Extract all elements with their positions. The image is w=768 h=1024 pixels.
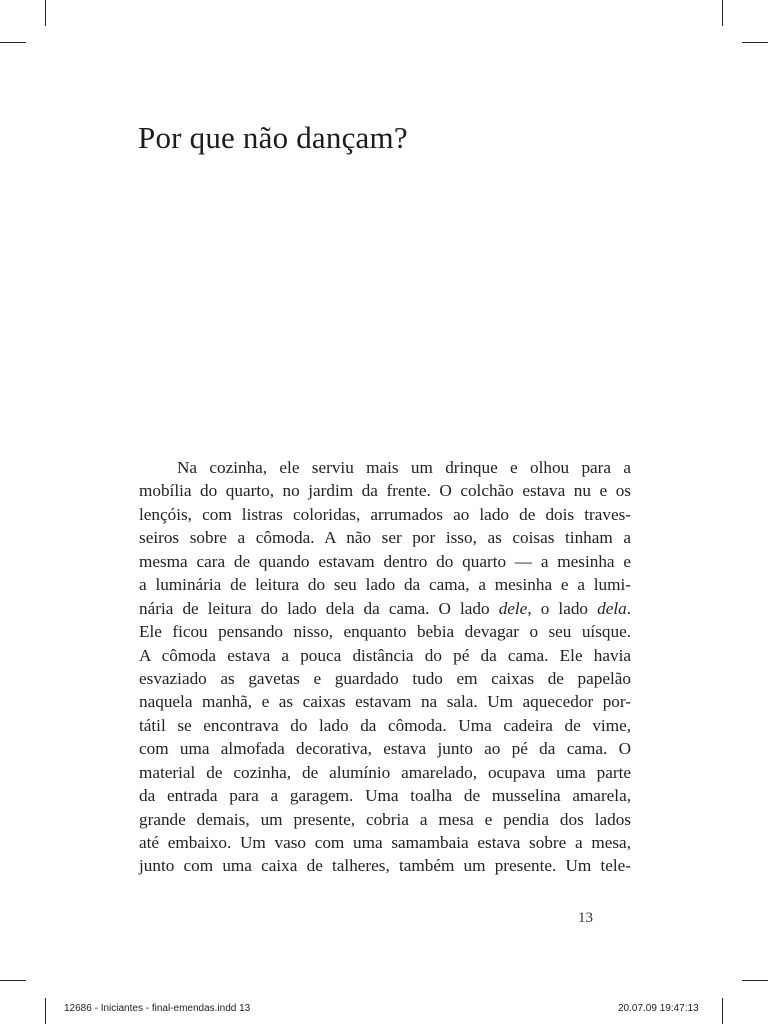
- crop-mark-top-right-horizontal: [742, 42, 768, 43]
- body-line: material de cozinha, de alumínio amarelado, ocupava uma parte: [139, 762, 631, 782]
- body-line: tátil se encontrava do lado da cômoda. Uma cadeira de vime,: [139, 715, 631, 735]
- body-line-text: nária de leitura do lado dela da cama. O lado: [139, 598, 499, 618]
- body-line-with-italics: [139, 597, 631, 620]
- body-line: seiros sobre a cômoda. A não ser por isso, as coisas tinham a: [139, 528, 631, 548]
- crop-mark-top-right-vertical: [722, 0, 723, 26]
- body-line: com uma almofada decorativa, estava junto ao pé da cama. O: [139, 739, 631, 759]
- crop-mark-bottom-right-horizontal: [742, 980, 768, 981]
- crop-mark-top-left-horizontal: [0, 42, 26, 43]
- body-line: a luminária de leitura do seu lado da cama, a mesinha e a lumi-: [139, 575, 631, 595]
- body-line: mesma cara de quando estavam dentro do quarto — a mesinha e: [139, 551, 631, 571]
- crop-mark-top-left-vertical: [45, 0, 46, 26]
- slug-file-info: 12686 - Iniciantes - final-emendas.indd 13: [64, 1003, 251, 1014]
- chapter-title: Por que não dançam?: [138, 120, 408, 155]
- page-number: 13: [578, 910, 593, 926]
- slug-timestamp: 20.07.09 19:47:13: [618, 1003, 699, 1014]
- body-line: grande demais, um presente, cobria a mesa e pendia dos lados: [139, 809, 631, 829]
- body-line-text: , o lado: [527, 598, 598, 618]
- crop-mark-bottom-left-horizontal: [0, 980, 26, 981]
- body-text: [139, 456, 631, 878]
- body-line: A cômoda estava a pouca distância do pé da cama. Ele havia: [139, 645, 631, 665]
- body-line: da entrada para a garagem. Uma toalha de musselina amarela,: [139, 786, 631, 806]
- crop-mark-bottom-right-vertical: [722, 998, 723, 1024]
- body-line-text: .: [626, 598, 632, 618]
- body-line: naquela manhã, e as caixas estavam na sala. Um aquecedor por-: [139, 692, 631, 712]
- body-line: junto com uma caixa de talheres, também um presente. Um tele-: [139, 856, 631, 876]
- crop-mark-bottom-left-vertical: [45, 998, 46, 1024]
- body-line: Na cozinha, ele serviu mais um drinque e olhou para a: [177, 458, 631, 477]
- italic-word: dela: [597, 598, 627, 618]
- body-line: até embaixo. Um vaso com uma samambaia estava sobre a mesa,: [139, 833, 631, 852]
- body-line: lençóis, com listras coloridas, arrumados ao lado de dois traves-: [139, 504, 631, 524]
- italic-word: dele: [498, 598, 528, 618]
- body-line: esvaziado as gavetas e guardado tudo em caixas de papelão: [139, 668, 631, 688]
- body-line: Ele ficou pensando nisso, enquanto bebia devagar o seu uísque.: [139, 622, 631, 642]
- body-line: mobília do quarto, no jardim da frente. O colchão estava nu e os: [139, 481, 631, 501]
